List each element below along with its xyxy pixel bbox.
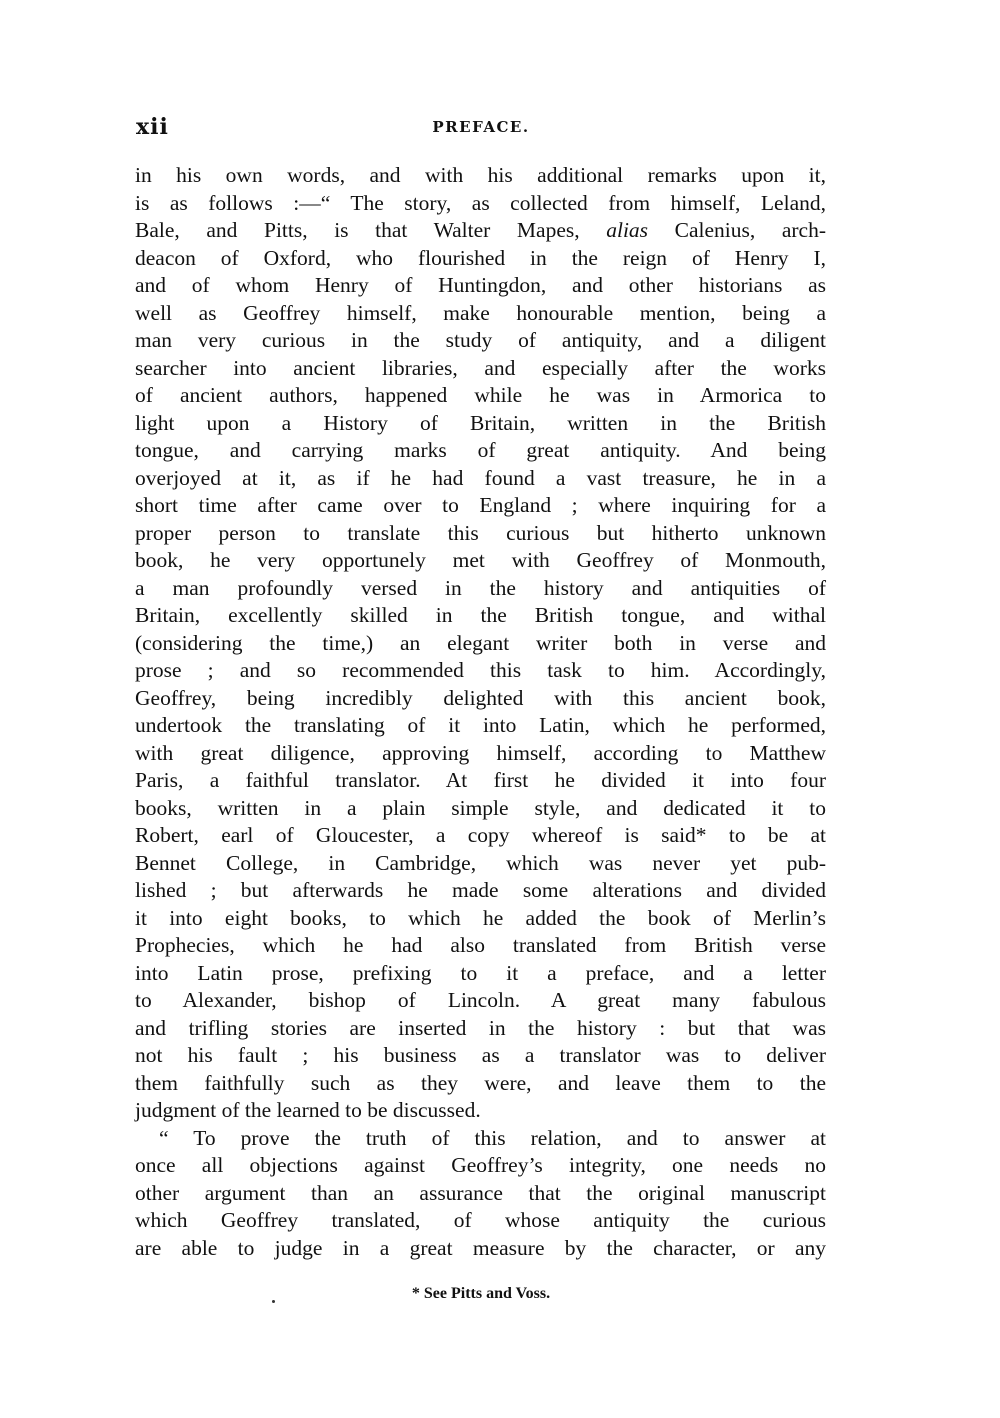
text-line-19: prose ; and so recommended this task to him. Accordingly,	[135, 658, 826, 682]
text-line-35: judgment of the learned to be discussed.	[135, 1098, 481, 1122]
text-line-3	[135, 217, 826, 245]
text-line-39: which Geoffrey translated, of whose antiquity the curious	[135, 1208, 826, 1232]
page-number: xii	[136, 114, 169, 140]
text-line-27: lished ; but afterwards he made some alterations and divided	[135, 878, 826, 902]
text-line-32: and trifling stories are inserted in the history : but that was	[135, 1015, 826, 1040]
text-line-13: short time after came over to England ; where inquiring for a	[135, 493, 826, 517]
text-line-14: proper person to translate this curious but hitherto unknown	[135, 520, 826, 545]
text-line-4: deacon of Oxford, who flourished in the reign of Henry I,	[135, 245, 826, 270]
text-line-2: is as follows :—“ The story, as collected from himself, Leland,	[135, 190, 826, 215]
footnote: * See Pitts and Voss.	[411, 1285, 551, 1302]
body-text	[135, 162, 826, 1262]
italic-word-alias: alias	[606, 218, 649, 242]
text-line-23: Paris, a faithful translator. At first he divided it into four	[135, 768, 826, 792]
text-line-31: to Alexander, bishop of Lincoln. A great many fabulous	[135, 988, 826, 1012]
text-line-15: book, he very opportunely met with Geoffrey of Monmouth,	[135, 548, 826, 572]
text-line-16: a man profoundly versed in the history and antiquities of	[135, 575, 826, 600]
text-line-11: tongue, and carrying marks of great antiquity. And being	[135, 438, 826, 462]
text-line-34: them faithfully such as they were, and leave them to the	[135, 1070, 826, 1095]
running-head	[136, 114, 826, 144]
text-line-21: undertook the translating of it into Latin, which he performed,	[135, 713, 826, 737]
text-line-24: books, written in a plain simple style, and dedicated it to	[135, 795, 826, 820]
text-line-20: Geoffrey, being incredibly delighted with this ancient book,	[135, 685, 826, 710]
text-line-38: other argument than an assurance that the original manuscript	[135, 1180, 826, 1205]
text-line-18: (considering the time,) an elegant writer both in verse and	[135, 630, 826, 655]
text-line-7: man very curious in the study of antiquity, and a diligent	[135, 328, 826, 352]
text-line-30: into Latin prose, prefixing to it a preface, and a letter	[135, 960, 826, 985]
text-line-17: Britain, excellently skilled in the British tongue, and withal	[135, 603, 826, 627]
text-line-36: “ To prove the truth of this relation, and to answer at	[159, 1125, 826, 1150]
text-line-28: it into eight books, to which he added the book of Merlin’s	[135, 905, 826, 930]
text-line-37: once all objections against Geoffrey’s integrity, one needs no	[135, 1153, 826, 1177]
text-line-10: light upon a History of Britain, written in the British	[135, 410, 826, 435]
text-line-29: Prophecies, which he had also translated from British verse	[135, 933, 826, 957]
text-line-8: searcher into ancient libraries, and especially after the works	[135, 355, 826, 380]
text-line-1: in his own words, and with his additional remarks upon it,	[135, 163, 826, 187]
text-line-5: and of whom Henry of Huntingdon, and other historians as	[135, 273, 826, 297]
text-line-40: are able to judge in a great measure by the character, or any	[135, 1235, 826, 1260]
text-line-22: with great diligence, approving himself, according to Matthew	[135, 740, 826, 765]
text-line-6: well as Geoffrey himself, make honourable mention, being a	[135, 300, 826, 325]
text-line-12: overjoyed at it, as if he had found a vast treasure, he in a	[135, 465, 826, 490]
text-line-9: of ancient authors, happened while he was in Armorica to	[135, 383, 826, 407]
text-line-3-end: Calenius, arch-	[648, 218, 826, 242]
text-line-3-start: Bale, and Pitts, is that Walter Mapes,	[135, 218, 607, 242]
text-line-25: Robert, earl of Gloucester, a copy whereof is said* to be at	[135, 823, 826, 847]
text-line-26: Bennet College, in Cambridge, which was never yet pub-	[135, 850, 826, 875]
running-title: PREFACE.	[432, 118, 530, 136]
text-line-33: not his fault ; his business as a translator was to deliver	[135, 1043, 826, 1067]
